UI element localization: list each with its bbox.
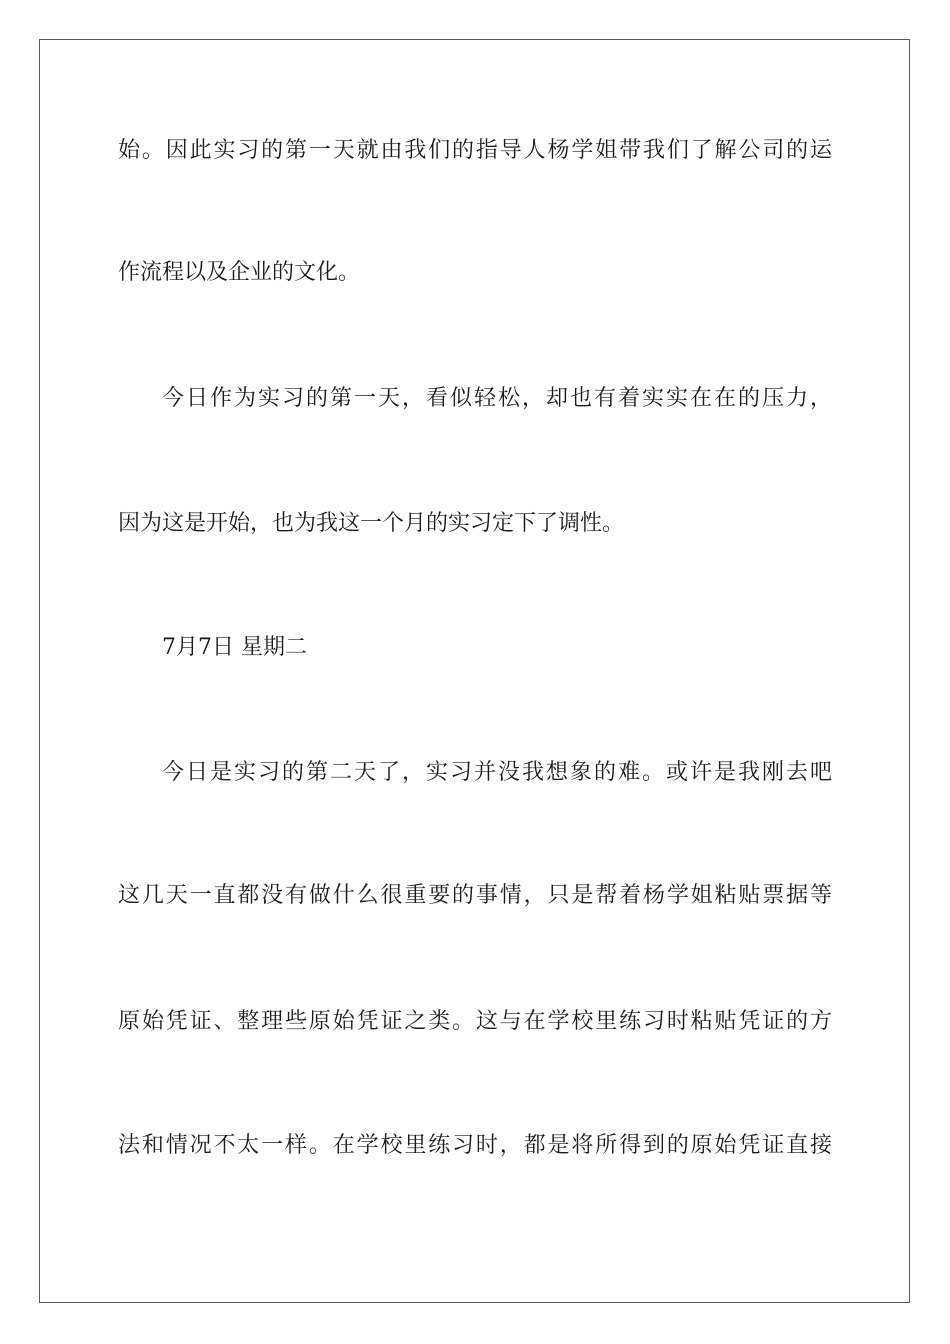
text-line-9: 法和情况不太一样。在学校里练习时，都是将所得到的原始凭证直接: [118, 1133, 832, 1158]
text-line-6: 今日是实习的第二天了，实习并没我想象的难。或许是我刚去吧: [162, 760, 832, 785]
text-line-8: 原始凭证、整理些原始凭证之类。这与在学校里练习时粘贴凭证的方: [118, 1009, 832, 1034]
page-border: [39, 39, 910, 1303]
date-heading: 7月7日 星期二: [162, 635, 307, 660]
text-line-2: 作流程以及企业的文化。: [118, 260, 361, 285]
text-line-7: 这几天一直都没有做什么很重要的事情，只是帮着杨学姐粘贴票据等: [118, 883, 832, 908]
text-line-1: 始。因此实习的第一天就由我们的指导人杨学姐带我们了解公司的运: [118, 138, 832, 163]
text-line-3: 今日作为实习的第一天，看似轻松，却也有着实实在在的压力，: [162, 386, 832, 411]
text-line-4: 因为这是开始，也为我这一个月的实习定下了调性。: [118, 511, 625, 536]
